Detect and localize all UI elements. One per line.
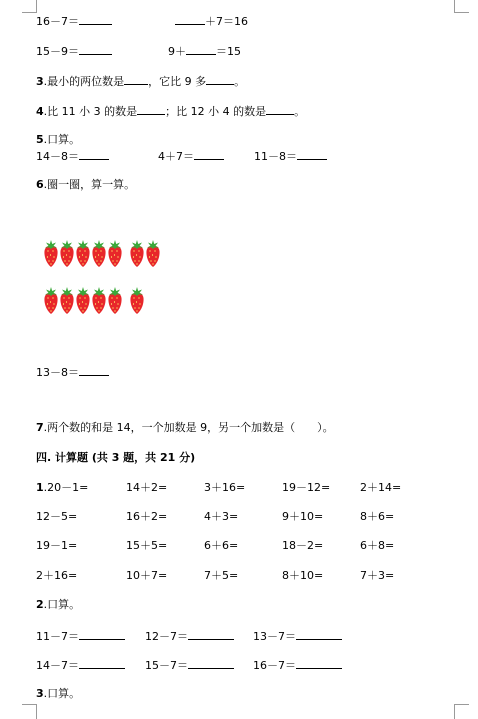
answer-blank[interactable] xyxy=(297,148,327,160)
equation-blank-plus-7: ＋7＝16 xyxy=(175,13,248,29)
strawberry-icon xyxy=(43,238,59,268)
strawberry-icon xyxy=(129,238,145,268)
q5-item-2: 4＋7＝ xyxy=(158,148,224,164)
calc-2-item: 12－7＝ xyxy=(145,628,234,644)
strawberry-icon xyxy=(145,238,161,268)
equation-16-minus-7: 16－7＝ xyxy=(36,13,112,29)
strawberry-icon xyxy=(129,285,145,315)
equation-9-plus-blank: 9＋ ＝15 xyxy=(168,45,241,58)
calc-1-item: 19－12= xyxy=(282,481,331,494)
strawberry-row-2 xyxy=(0,285,478,319)
answer-blank[interactable] xyxy=(79,628,125,640)
corner-mark-top-left xyxy=(22,0,37,13)
calc-3-title: 3.口算。 xyxy=(36,687,81,700)
corner-mark-top-right xyxy=(454,0,469,13)
answer-blank[interactable] xyxy=(137,103,165,115)
answer-blank[interactable] xyxy=(175,13,205,25)
q5-item-3: 11－8＝ xyxy=(254,148,327,164)
calc-1-item: 2＋14= xyxy=(360,481,402,494)
corner-mark-bottom-left xyxy=(22,704,37,719)
calc-1-item: 3＋16= xyxy=(204,481,246,494)
answer-blank[interactable] xyxy=(79,657,125,669)
calc-2-item: 16－7＝ xyxy=(253,657,342,673)
calc-1-item: 8＋6= xyxy=(360,510,395,523)
calc-2-item: 15－7＝ xyxy=(145,657,234,673)
equation-15-minus-9: 15－9＝ xyxy=(36,43,112,59)
calc-2-title: 2.口算。 xyxy=(36,598,81,611)
question-3: 3.最小的两位数是 ，它比 9 多 。 xyxy=(36,75,246,88)
strawberry-icon xyxy=(107,238,123,268)
strawberry-row-1 xyxy=(0,238,478,272)
section-4-heading: 四. 计算题 (共 3 题，共 21 分) xyxy=(36,451,196,464)
answer-blank[interactable] xyxy=(124,73,148,85)
strawberry-icon xyxy=(59,238,75,268)
strawberry-icon xyxy=(107,285,123,315)
calc-1-item: 7＋3= xyxy=(360,569,395,582)
answer-blank[interactable] xyxy=(296,657,342,669)
answer-blank[interactable] xyxy=(79,148,109,160)
question-7: 7.两个数的和是 14，一个加数是 9，另一个加数是（ ）。 xyxy=(36,421,334,434)
calc-1-item: 10＋7= xyxy=(126,569,168,582)
answer-blank[interactable] xyxy=(194,148,224,160)
answer-blank[interactable] xyxy=(79,13,112,25)
q6-equation: 13－8＝ xyxy=(36,364,109,380)
calc-1-item: 14＋2= xyxy=(126,481,168,494)
question-4: 4.比 11 小 3 的数是 ；比 12 小 4 的数是 。 xyxy=(36,105,306,118)
answer-blank[interactable] xyxy=(79,43,112,55)
q5-item-1: 14－8＝ xyxy=(36,148,109,164)
calc-2-item: 14－7＝ xyxy=(36,657,125,673)
calc-2-item: 13－7＝ xyxy=(253,628,342,644)
calc-1-item: 4＋3= xyxy=(204,510,239,523)
corner-mark-bottom-right xyxy=(454,704,469,719)
question-6-title: 6.圈一圈，算一算。 xyxy=(36,178,136,191)
answer-blank[interactable] xyxy=(79,364,109,376)
calc-1-item: 9＋10= xyxy=(282,510,324,523)
calc-1-item: 2＋16= xyxy=(36,569,78,582)
answer-blank[interactable] xyxy=(188,628,234,640)
strawberry-icon xyxy=(91,238,107,268)
strawberry-icon xyxy=(43,285,59,315)
strawberry-icon xyxy=(75,285,91,315)
strawberry-icon xyxy=(59,285,75,315)
answer-blank[interactable] xyxy=(186,43,216,55)
calc-1-item: 19－1= xyxy=(36,539,78,552)
calc-1-item: 16＋2= xyxy=(126,510,168,523)
answer-blank[interactable] xyxy=(296,628,342,640)
calc-1-item: 7＋5= xyxy=(204,569,239,582)
calc-1-item: 6＋8= xyxy=(360,539,395,552)
answer-blank[interactable] xyxy=(266,103,294,115)
calc-1-item: 15＋5= xyxy=(126,539,168,552)
calc-2-item: 11－7＝ xyxy=(36,628,125,644)
calc-1-item: 8＋10= xyxy=(282,569,324,582)
calc-1-item: 1.20－1= xyxy=(36,481,89,494)
answer-blank[interactable] xyxy=(206,73,234,85)
strawberry-icon xyxy=(75,238,91,268)
question-5-title: 5.口算。 xyxy=(36,133,81,146)
strawberry-icon xyxy=(91,285,107,315)
calc-1-item: 12－5= xyxy=(36,510,78,523)
calc-1-item: 6＋6= xyxy=(204,539,239,552)
answer-blank[interactable] xyxy=(188,657,234,669)
calc-1-item: 18－2= xyxy=(282,539,324,552)
